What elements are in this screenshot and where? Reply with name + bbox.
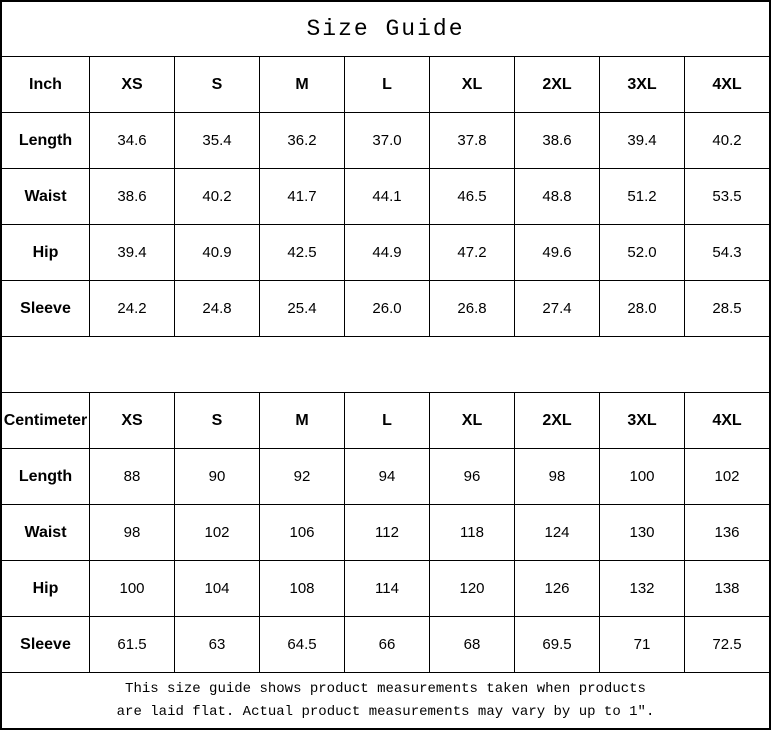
measurement-label-cell: Hip <box>32 579 59 597</box>
size-header-cell: M <box>259 57 344 112</box>
measurement-label-cell: Waist <box>24 187 67 205</box>
measurement-value-cell: 38.6 <box>89 169 174 224</box>
measurement-value-cell: 47.2 <box>429 225 514 280</box>
title-row <box>2 2 769 57</box>
measurement-value-cell: 40.9 <box>174 225 259 280</box>
measurement-value-cell: 130 <box>599 505 684 560</box>
measurement-label-cell: Sleeve <box>20 635 71 653</box>
measurement-value-cell: 126 <box>514 561 599 616</box>
size-header-cell: M <box>259 393 344 448</box>
inch-size-table <box>2 57 769 337</box>
measurement-value-cell: 37.0 <box>344 113 429 168</box>
measurement-value-cell: 118 <box>429 505 514 560</box>
size-table-data-row <box>2 281 769 337</box>
size-header-cell: S <box>174 57 259 112</box>
footer-note-line2: are laid flat. Actual product measurements may vary by up to 1″. <box>116 703 655 720</box>
measurement-value-cell: 124 <box>514 505 599 560</box>
measurement-value-cell: 112 <box>344 505 429 560</box>
measurement-value-cell: 66 <box>344 617 429 672</box>
size-header-cell: S <box>174 393 259 448</box>
measurement-value-cell: 51.2 <box>599 169 684 224</box>
measurement-label-cell: Sleeve <box>20 299 71 317</box>
measurement-value-cell: 68 <box>429 617 514 672</box>
measurement-value-cell: 39.4 <box>599 113 684 168</box>
measurement-value-cell: 114 <box>344 561 429 616</box>
measurement-value-cell: 102 <box>174 505 259 560</box>
size-guide-title: Size Guide <box>306 16 465 42</box>
footer-note-text <box>117 678 655 724</box>
measurement-value-cell: 102 <box>684 449 769 504</box>
measurement-value-cell: 96 <box>429 449 514 504</box>
measurement-value-cell: 71 <box>599 617 684 672</box>
measurement-value-cell: 90 <box>174 449 259 504</box>
measurement-value-cell: 52.0 <box>599 225 684 280</box>
measurement-value-cell: 120 <box>429 561 514 616</box>
measurement-value-cell: 69.5 <box>514 617 599 672</box>
measurement-value-cell: 46.5 <box>429 169 514 224</box>
measurement-value-cell: 48.8 <box>514 169 599 224</box>
size-header-cell: XL <box>429 393 514 448</box>
unit-header-cell: Inch <box>29 75 62 93</box>
measurement-value-cell: 54.3 <box>684 225 769 280</box>
unit-header-cell: Centimeter <box>3 411 88 429</box>
measurement-value-cell: 61.5 <box>89 617 174 672</box>
measurement-value-cell: 44.9 <box>344 225 429 280</box>
footer-note-line1: This size guide shows product measurements taken when products <box>125 680 646 697</box>
measurement-label-cell: Length <box>18 131 73 149</box>
centimeter-size-table <box>2 393 769 673</box>
measurement-value-cell: 64.5 <box>259 617 344 672</box>
size-header-cell: 3XL <box>599 57 684 112</box>
measurement-value-cell: 39.4 <box>89 225 174 280</box>
measurement-value-cell: 24.8 <box>174 281 259 336</box>
measurement-value-cell: 53.5 <box>684 169 769 224</box>
measurement-value-cell: 138 <box>684 561 769 616</box>
measurement-value-cell: 106 <box>259 505 344 560</box>
size-header-cell: 2XL <box>514 393 599 448</box>
measurement-value-cell: 40.2 <box>174 169 259 224</box>
measurement-value-cell: 27.4 <box>514 281 599 336</box>
size-header-cell: L <box>344 57 429 112</box>
size-header-cell: L <box>344 393 429 448</box>
measurement-label-cell: Length <box>18 467 73 485</box>
measurement-value-cell: 41.7 <box>259 169 344 224</box>
size-table-data-row <box>2 617 769 673</box>
size-header-cell: 4XL <box>684 57 769 112</box>
table-spacer <box>2 337 769 393</box>
size-table-header-row <box>2 57 769 113</box>
size-header-cell: XS <box>89 57 174 112</box>
size-table-header-row <box>2 393 769 449</box>
size-table-data-row <box>2 225 769 281</box>
measurement-value-cell: 25.4 <box>259 281 344 336</box>
size-table-data-row <box>2 561 769 617</box>
measurement-value-cell: 94 <box>344 449 429 504</box>
measurement-value-cell: 28.0 <box>599 281 684 336</box>
size-header-cell: 4XL <box>684 393 769 448</box>
measurement-value-cell: 44.1 <box>344 169 429 224</box>
size-table-data-row <box>2 113 769 169</box>
measurement-value-cell: 38.6 <box>514 113 599 168</box>
measurement-value-cell: 98 <box>514 449 599 504</box>
measurement-value-cell: 49.6 <box>514 225 599 280</box>
measurement-value-cell: 104 <box>174 561 259 616</box>
measurement-value-cell: 98 <box>89 505 174 560</box>
measurement-value-cell: 92 <box>259 449 344 504</box>
measurement-value-cell: 26.0 <box>344 281 429 336</box>
measurement-value-cell: 26.8 <box>429 281 514 336</box>
measurement-value-cell: 24.2 <box>89 281 174 336</box>
measurement-value-cell: 108 <box>259 561 344 616</box>
size-table-data-row <box>2 169 769 225</box>
measurement-value-cell: 132 <box>599 561 684 616</box>
measurement-value-cell: 42.5 <box>259 225 344 280</box>
measurement-value-cell: 88 <box>89 449 174 504</box>
measurement-value-cell: 63 <box>174 617 259 672</box>
measurement-label-cell: Hip <box>32 243 59 261</box>
size-table-data-row <box>2 505 769 561</box>
size-header-cell: XL <box>429 57 514 112</box>
measurement-value-cell: 72.5 <box>684 617 769 672</box>
measurement-value-cell: 40.2 <box>684 113 769 168</box>
measurement-value-cell: 35.4 <box>174 113 259 168</box>
size-header-cell: 3XL <box>599 393 684 448</box>
footer-note <box>2 673 769 728</box>
measurement-value-cell: 37.8 <box>429 113 514 168</box>
measurement-value-cell: 34.6 <box>89 113 174 168</box>
measurement-value-cell: 36.2 <box>259 113 344 168</box>
measurement-value-cell: 100 <box>89 561 174 616</box>
measurement-label-cell: Waist <box>24 523 67 541</box>
measurement-value-cell: 136 <box>684 505 769 560</box>
size-header-cell: XS <box>89 393 174 448</box>
size-table-data-row <box>2 449 769 505</box>
measurement-value-cell: 100 <box>599 449 684 504</box>
size-header-cell: 2XL <box>514 57 599 112</box>
measurement-value-cell: 28.5 <box>684 281 769 336</box>
